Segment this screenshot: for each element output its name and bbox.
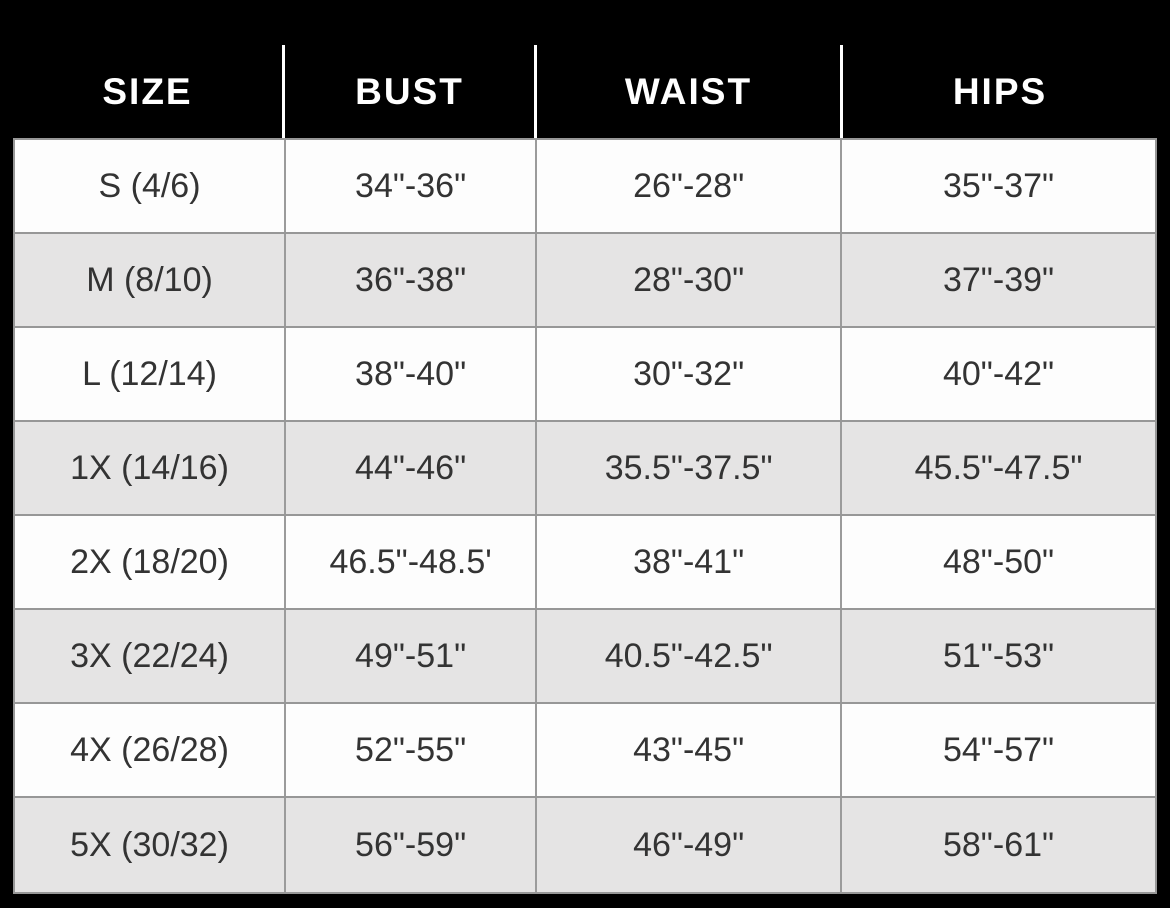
table-row (15, 516, 1155, 610)
cell-size: 3X (22/24) (15, 610, 286, 702)
cell-hips: 58"-61" (942, 825, 1055, 864)
header-cell-size: SIZE (13, 45, 285, 138)
cell-hips: 40"-42" (942, 354, 1055, 393)
cell-size: S (4/6) (15, 140, 286, 232)
cell-size: 4X (26/28) (15, 704, 286, 796)
cell-size: 2X (18/20) (15, 516, 286, 608)
table-row (15, 610, 1155, 704)
table-header-row (13, 45, 1157, 138)
cell-size: L (12/14) (15, 328, 286, 420)
cell-bust: 52"-55" (286, 704, 537, 796)
cell-bust: 49"-51" (286, 610, 537, 702)
header-cell-hips: HIPS (952, 70, 1048, 112)
cell-bust: 34"-36" (286, 140, 537, 232)
header-cell-bust: BUST (285, 45, 537, 138)
cell-size: M (8/10) (15, 234, 286, 326)
table-row (15, 422, 1155, 516)
table-row (15, 234, 1155, 328)
cell-waist: 46"-49" (537, 798, 842, 892)
cell-waist: 43"-45" (537, 704, 842, 796)
cell-size: 5X (30/32) (15, 798, 286, 892)
cell-size: 1X (14/16) (15, 422, 286, 514)
cell-bust: 44"-46" (286, 422, 537, 514)
cell-waist: 30"-32" (537, 328, 842, 420)
cell-bust: 36"-38" (286, 234, 537, 326)
cell-bust: 56"-59" (286, 798, 537, 892)
cell-bust: 38"-40" (286, 328, 537, 420)
cell-hips: 37"-39" (942, 260, 1055, 299)
cell-waist: 40.5"-42.5" (537, 610, 842, 702)
cell-waist: 35.5"-37.5" (537, 422, 842, 514)
cell-hips: 45.5"-47.5" (914, 448, 1083, 487)
table-row (15, 140, 1155, 234)
cell-hips: 35"-37" (942, 166, 1055, 205)
table-body (13, 138, 1157, 894)
cell-waist: 28"-30" (537, 234, 842, 326)
cell-bust: 46.5"-48.5' (286, 516, 537, 608)
table-row (15, 704, 1155, 798)
cell-hips: 51"-53" (942, 636, 1055, 675)
cell-hips: 48"-50" (942, 542, 1055, 581)
cell-hips: 54"-57" (942, 730, 1055, 769)
size-chart-table (13, 45, 1157, 894)
table-row (15, 798, 1155, 892)
cell-waist: 26"-28" (537, 140, 842, 232)
header-cell-waist: WAIST (537, 45, 843, 138)
table-row (15, 328, 1155, 422)
cell-waist: 38"-41" (537, 516, 842, 608)
